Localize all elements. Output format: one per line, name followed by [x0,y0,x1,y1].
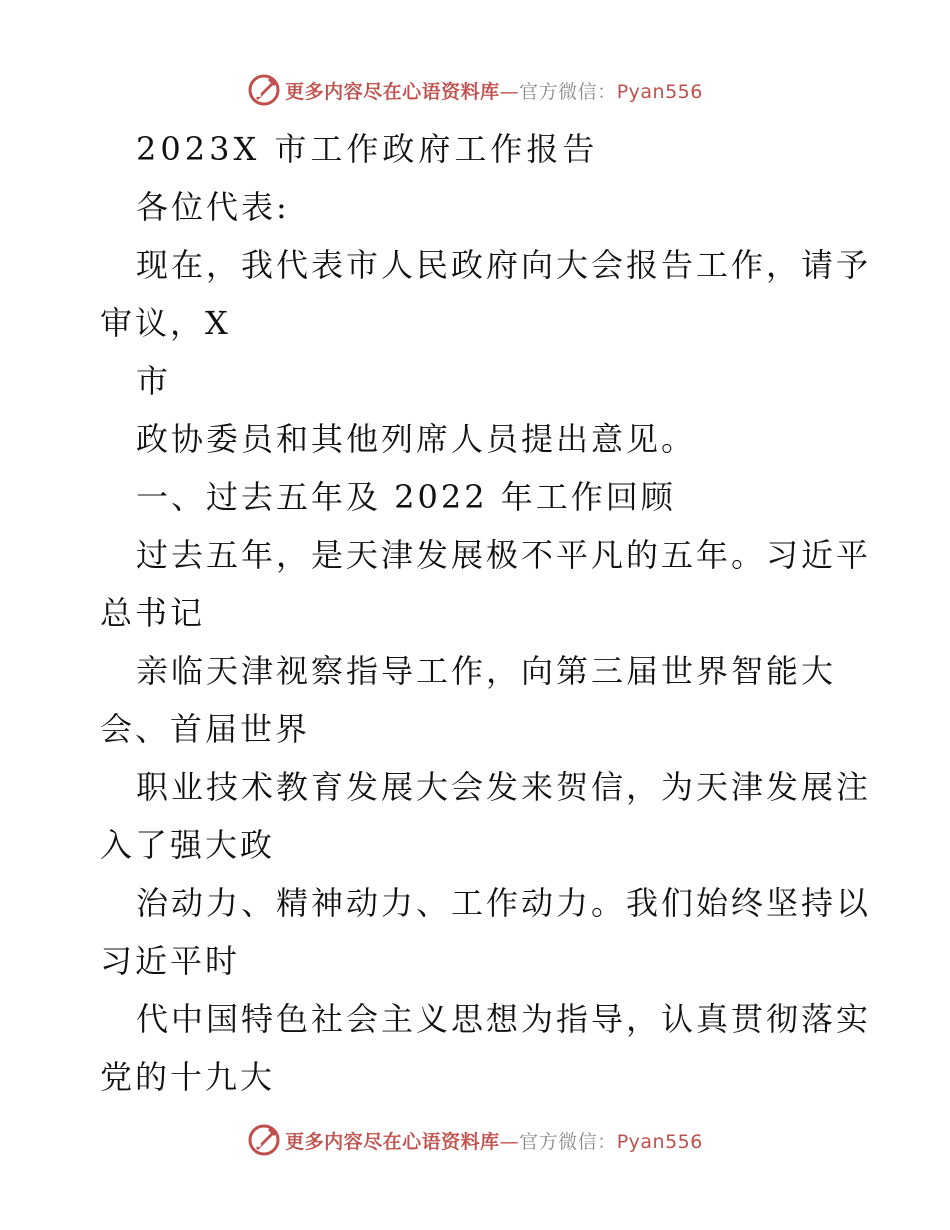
banner-wechat-id: Pyan556 [616,1130,703,1153]
banner-dash: — [499,1130,520,1153]
paragraph-line: 治动力、精神动力、工作动力。我们始终坚持以 [136,884,872,922]
section-heading: 一、过去五年及 2022 年工作回顾 [136,478,676,516]
banner-dash: — [499,80,520,103]
paragraph-line: 过去五年，是天津发展极不平凡的五年。习近平 [136,536,872,574]
document-body [100,120,872,1106]
paragraph-line: 党的十九大 [100,1058,276,1096]
banner-text [285,1127,703,1154]
quill-logo-icon [247,1123,281,1157]
banner-text [285,77,703,104]
paragraph-line: 代中国特色社会主义思想为指导，认真贯彻落实 [136,1000,872,1038]
paragraph-line: 政协委员和其他列席人员提出意见。 [136,420,697,458]
paragraph-line: 入了强大政 [100,826,276,864]
paragraph-line: 习近平时 [100,942,241,980]
banner-official: 官方微信 [519,1130,598,1153]
quill-logo-icon [247,73,281,107]
paragraph-line: 职业技术教育发展大会发来贺信，为天津发展注 [136,768,872,806]
paragraph-line: 市 [136,362,172,400]
paragraph-line: 现在，我代表市人民政府向大会报告工作，请予 [136,246,872,284]
banner-brand: 更多内容尽在心语资料库 [285,80,500,103]
paragraph-line: 会、首届世界 [100,710,311,748]
banner-official: 官方微信 [519,80,598,103]
footer-banner [0,1120,950,1160]
paragraph-line: 审议，X [100,304,231,342]
paragraph-line: 总书记 [100,594,206,632]
header-banner [0,70,950,110]
banner-colon: ： [597,1130,617,1153]
banner-wechat-id: Pyan556 [616,80,703,103]
salutation: 各位代表: [136,188,290,226]
banner-colon: ： [597,80,617,103]
paragraph-line: 亲临天津视察指导工作，向第三届世界智能大 [136,652,837,690]
document-title: 2023X 市工作政府工作报告 [136,130,599,168]
banner-brand: 更多内容尽在心语资料库 [285,1130,500,1153]
